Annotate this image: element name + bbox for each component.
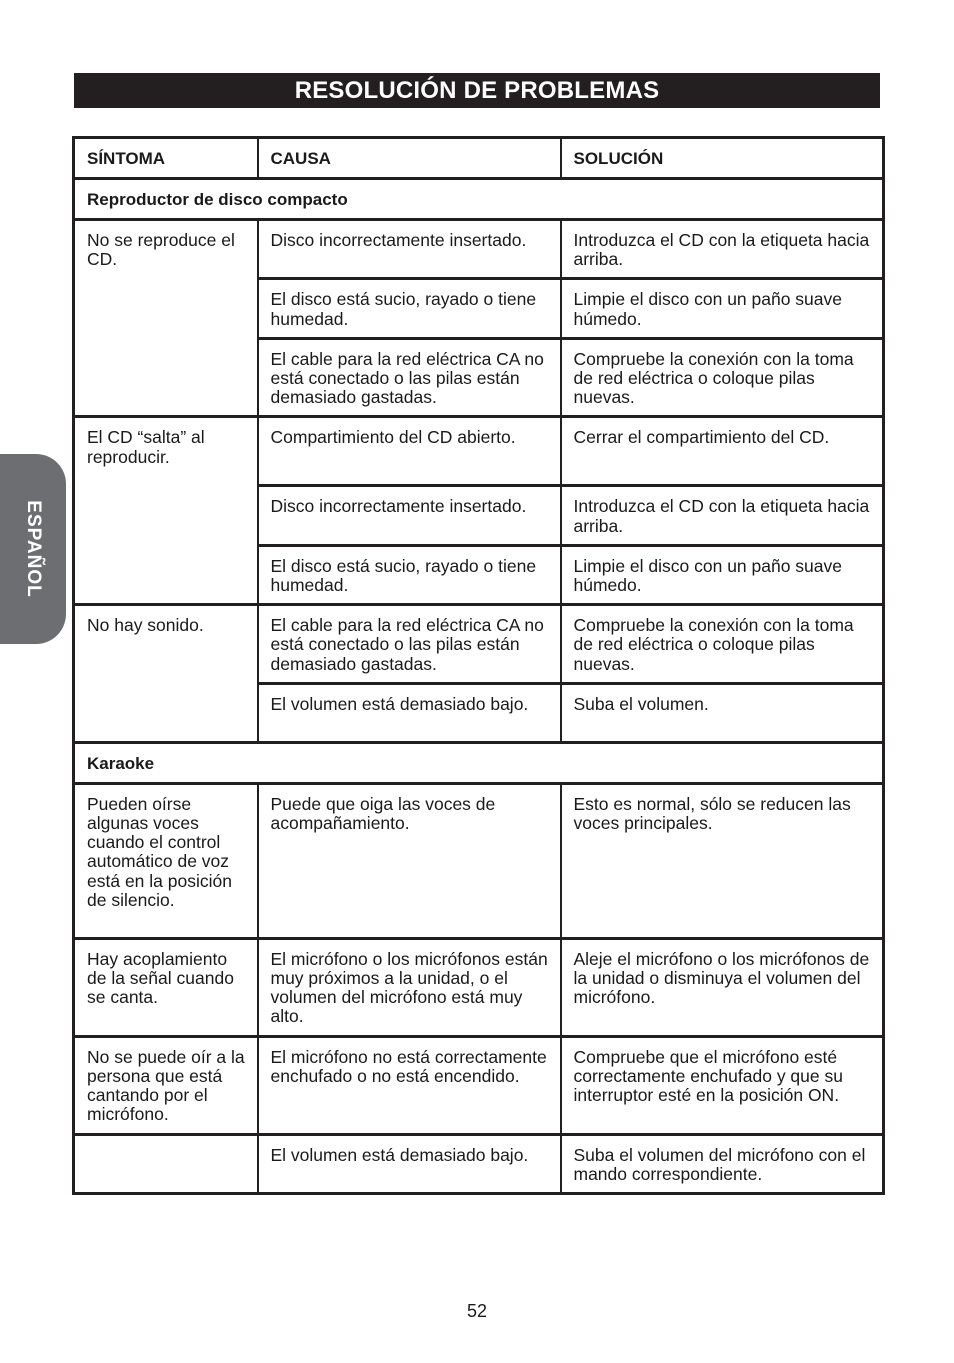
cause-cell: El disco está sucio, rayado o tiene humedad. [258,545,561,604]
table-row [74,938,884,1036]
language-tab-label: ESPAÑOL [23,500,44,598]
page-number: 52 [466,1301,488,1321]
symptom-cell: No se reproduce el CD. [74,220,258,417]
symptom-cell [74,1134,258,1193]
solution-cell: Esto es normal, sólo se reducen las voces principales. [561,783,884,938]
page-title-text: RESOLUCIÓN DE PROBLEMAS [294,76,660,104]
table-row [74,783,884,938]
solution-cell: Compruebe la conexión con la toma de red eléctrica o coloque pilas nuevas. [561,605,884,684]
solution-cell: Compruebe que el micrófono esté correctamente enchufado y que su interruptor esté en la posición ON. [561,1036,884,1134]
cause-cell: El micrófono no está correctamente enchufado o no está encendido. [258,1036,561,1134]
cause-cell: Disco incorrectamente insertado. [258,220,561,279]
language-tab [0,454,66,644]
solution-cell: Aleje el micrófono o los micrófonos de la unidad o disminuya el volumen del micrófono. [561,938,884,1036]
table-row [74,417,884,486]
solution-cell: Suba el volumen. [561,683,884,742]
solution-cell: Suba el volumen del micrófono con el mando correspondiente. [561,1134,884,1193]
cause-cell: El volumen está demasiado bajo. [258,683,561,742]
header-cause: CAUSA [258,138,561,179]
page-title [74,73,880,108]
table-row [74,1036,884,1134]
cause-cell: Disco incorrectamente insertado. [258,486,561,545]
cause-cell: El cable para la red eléctrica CA no está conectado o las pilas están demasiado gastadas. [258,338,561,417]
solution-cell: Introduzca el CD con la etiqueta hacia arriba. [561,486,884,545]
cause-cell: El micrófono o los micrófonos están muy próximos a la unidad, o el volumen del micrófono está muy alto. [258,938,561,1036]
symptom-cell: No hay sonido. [74,605,258,743]
table-row [74,220,884,279]
cause-cell: El volumen está demasiado bajo. [258,1134,561,1193]
section-title: Reproductor de disco compacto [74,179,884,220]
header-solution: SOLUCIÓN [561,138,884,179]
cause-cell: El cable para la red eléctrica CA no está conectado o las pilas están demasiado gastadas. [258,605,561,684]
table-row [74,605,884,684]
symptom-cell: No se puede oír a la persona que está cantando por el micrófono. [74,1036,258,1134]
symptom-cell: Pueden oírse algunas voces cuando el control automático de voz está en la posición de silencio. [74,783,258,938]
cause-cell: Puede que oiga las voces de acompañamiento. [258,783,561,938]
troubleshooting-table [72,136,885,1195]
table-header-row [74,138,884,179]
solution-cell: Compruebe la conexión con la toma de red eléctrica o coloque pilas nuevas. [561,338,884,417]
table-row [74,1134,884,1193]
section-row [74,179,884,220]
solution-cell: Limpie el disco con un paño suave húmedo. [561,545,884,604]
solution-cell: Limpie el disco con un paño suave húmedo. [561,279,884,338]
solution-cell: Introduzca el CD con la etiqueta hacia arriba. [561,220,884,279]
section-title: Karaoke [74,742,884,783]
cause-cell: Compartimiento del CD abierto. [258,417,561,486]
header-symptom: SÍNTOMA [74,138,258,179]
section-row [74,742,884,783]
solution-cell: Cerrar el compartimiento del CD. [561,417,884,486]
symptom-cell: Hay acoplamiento de la señal cuando se canta. [74,938,258,1036]
cause-cell: El disco está sucio, rayado o tiene humedad. [258,279,561,338]
symptom-cell: El CD “salta” al reproducir. [74,417,258,605]
